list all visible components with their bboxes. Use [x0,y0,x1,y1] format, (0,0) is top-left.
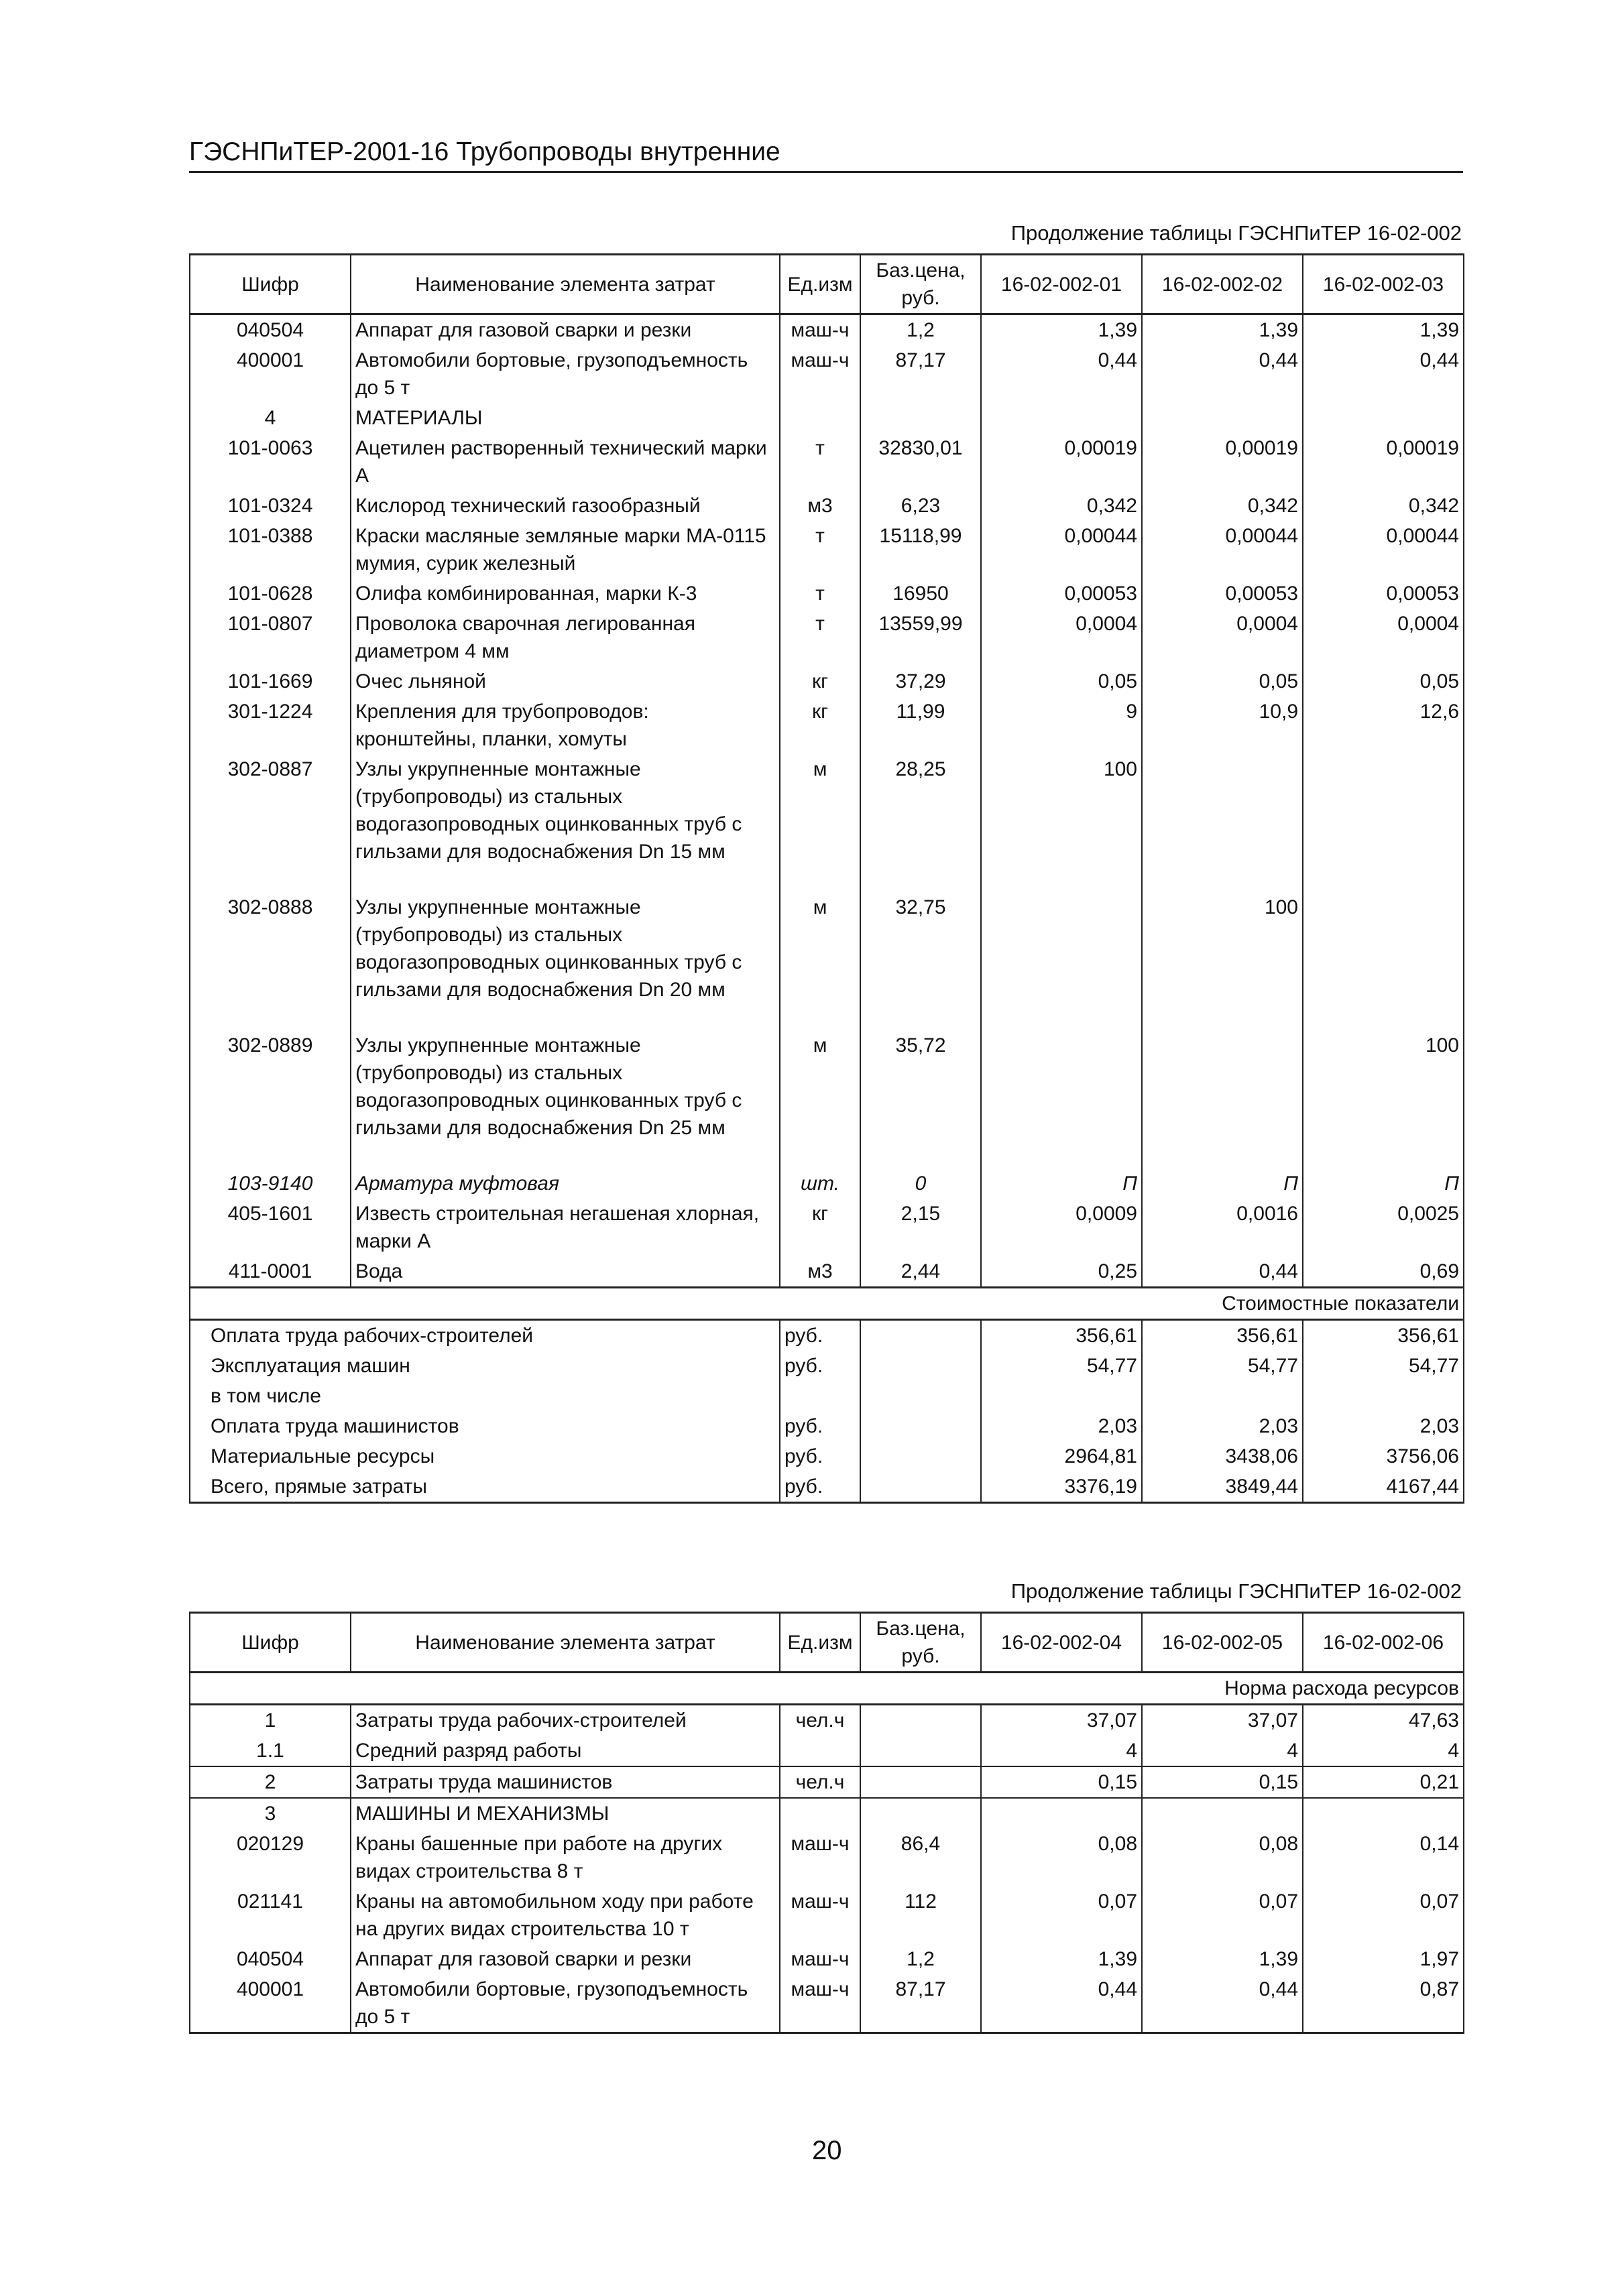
cost-value: 3849,44 [1142,1471,1303,1503]
table1-caption: Продолжение таблицы ГЭСНПиТЕР 16-02-002 [1010,221,1462,245]
column-header: 16-02-002-02 [1142,255,1303,314]
cell-name: Узлы укрупненные монтажные (трубопроводы) из стальных водогазопроводных оцинкованных труб с гильзами для водоснабжения Dn 25 мм [351,1030,780,1168]
cell-unit: маш-ч [780,1886,860,1944]
cell-code: 101-0388 [190,521,351,579]
cell-value: 0,08 [1142,1829,1303,1886]
cell-value: 0,342 [1142,491,1303,521]
cell-name: Очес льняной [351,666,780,697]
cell-unit: чел.ч [780,1705,860,1736]
cell-value: 0,0016 [1142,1199,1303,1256]
cell-value: 37,07 [1142,1705,1303,1736]
table-row [190,1798,1464,1829]
cell-price: 6,23 [860,491,981,521]
table1-header-row [190,255,1464,314]
cell-value: 0,14 [1303,1829,1464,1886]
cell-name: Олифа комбинированная, марки К-3 [351,579,780,609]
cell-value: 0,44 [981,1974,1142,2033]
cell-name: МАШИНЫ И МЕХАНИЗМЫ [351,1798,780,1829]
cell-unit: маш-ч [780,1829,860,1886]
cell-name: Краны башенные при работе на других видах строительства 8 т [351,1829,780,1886]
cell-unit [780,1798,860,1829]
cost-price-empty [860,1351,981,1381]
cell-value: 100 [1303,1030,1464,1168]
cell-value [1142,403,1303,433]
cell-unit: м3 [780,491,860,521]
cell-price: 32830,01 [860,433,981,491]
cell-value: 0,00044 [981,521,1142,579]
cell-value: 0,21 [1303,1766,1464,1798]
cost-row [190,1441,1464,1471]
cell-value [981,403,1142,433]
cell-value: 0,44 [981,345,1142,403]
cell-value [981,1030,1142,1168]
cost-value: 54,77 [1142,1351,1303,1381]
cell-code: 302-0887 [190,754,351,892]
cell-name: Аппарат для газовой сварки и резки [351,1944,780,1974]
table-row [190,609,1464,666]
cost-unit: руб. [780,1441,860,1471]
column-header: Шифр [190,1613,351,1673]
cell-code: 2 [190,1766,351,1798]
cost-unit: руб. [780,1320,860,1351]
table2-header-row [190,1613,1464,1673]
table-row [190,1199,1464,1256]
cell-value: 0,0004 [981,609,1142,666]
cell-code: 1 [190,1705,351,1736]
cell-value: 0,00019 [1142,433,1303,491]
cell-name: Узлы укрупненные монтажные (трубопроводы) из стальных водогазопроводных оцинкованных труб с гильзами для водоснабжения Dn 15 мм [351,754,780,892]
table-row [190,491,1464,521]
section-band-label: Норма расхода ресурсов [190,1673,1464,1705]
table-row [190,754,1464,892]
cell-value [1303,754,1464,892]
cost-name: в том числе [190,1381,780,1411]
cell-unit: м3 [780,1256,860,1288]
cell-value [1303,403,1464,433]
cost-value: 2,03 [981,1411,1142,1441]
table-row [190,1886,1464,1944]
cost-name: Эксплуатация машин [190,1351,780,1381]
cell-price [860,1766,981,1798]
cell-value [1142,1798,1303,1829]
cell-price: 11,99 [860,697,981,754]
table-row [190,666,1464,697]
cell-unit: маш-ч [780,314,860,346]
cell-name: МАТЕРИАЛЫ [351,403,780,433]
cost-value: 2,03 [1142,1411,1303,1441]
cell-name: Аппарат для газовой сварки и резки [351,314,780,346]
cell-code: 411-0001 [190,1256,351,1288]
table-row [190,403,1464,433]
cell-unit: т [780,609,860,666]
cell-value [1303,1798,1464,1829]
cell-unit: кг [780,666,860,697]
cell-value: 47,63 [1303,1705,1464,1736]
cell-code: 101-1669 [190,666,351,697]
cell-value [1303,892,1464,1030]
cell-name: Затраты труда рабочих-строителей [351,1705,780,1736]
cell-name: Автомобили бортовые, грузоподъемность до 5 т [351,345,780,403]
cell-name: Ацетилен растворенный технический марки А [351,433,780,491]
cell-price: 32,75 [860,892,981,1030]
cost-value: 356,61 [1142,1320,1303,1351]
cell-value: 100 [1142,892,1303,1030]
cell-unit: кг [780,697,860,754]
cell-name: Затраты труда машинистов [351,1766,780,1798]
cell-price: 2,15 [860,1199,981,1256]
cell-price: 28,25 [860,754,981,892]
cell-unit: маш-ч [780,345,860,403]
cell-value: 0,07 [981,1886,1142,1944]
table-row [190,521,1464,579]
table-row [190,697,1464,754]
cell-value: 1,97 [1303,1944,1464,1974]
cell-value: 0,05 [981,666,1142,697]
cell-value: 10,9 [1142,697,1303,754]
cell-value: 1,39 [1142,314,1303,346]
cell-value: 0,00019 [1303,433,1464,491]
column-header: Шифр [190,255,351,314]
table1 [189,253,1464,1504]
table-row [190,1829,1464,1886]
cell-code: 302-0889 [190,1030,351,1168]
cell-code: 1.1 [190,1736,351,1766]
cell-unit: шт. [780,1168,860,1199]
page-header: ГЭСНПиТЕР-2001-16 Трубопроводы внутренние [189,137,1463,173]
cost-value: 54,77 [1303,1351,1464,1381]
cell-value: 0,44 [1142,1974,1303,2033]
table-row [190,314,1464,346]
column-header: Баз.цена, руб. [860,1613,981,1673]
table-row [190,1168,1464,1199]
table-row [190,1944,1464,1974]
cell-value [981,1798,1142,1829]
cell-value: П [1303,1168,1464,1199]
cost-price-empty [860,1411,981,1441]
cell-price: 1,2 [860,1944,981,1974]
table-row [190,433,1464,491]
cell-value: 0,00053 [1142,579,1303,609]
cell-name: Краны на автомобильном ходу при работе на других видах строительства 10 т [351,1886,780,1944]
cell-name: Средний разряд работы [351,1736,780,1766]
cell-price: 35,72 [860,1030,981,1168]
cell-price: 87,17 [860,345,981,403]
cell-price: 86,4 [860,1829,981,1886]
cost-price-empty [860,1381,981,1411]
column-header: 16-02-002-05 [1142,1613,1303,1673]
cell-value: 100 [981,754,1142,892]
cell-value: 1,39 [1303,314,1464,346]
table-row [190,1766,1464,1798]
table2-body [190,1673,1464,2033]
cell-value: 0,00053 [1303,579,1464,609]
cell-unit: чел.ч [780,1766,860,1798]
cell-code: 040504 [190,1944,351,1974]
cell-price: 112 [860,1886,981,1944]
cost-value [1142,1381,1303,1411]
cost-value [1303,1381,1464,1411]
cell-value: 4 [1303,1736,1464,1766]
cost-name: Всего, прямые затраты [190,1471,780,1503]
cell-code: 301-1224 [190,697,351,754]
cell-value: 0,05 [1303,666,1464,697]
cell-price [860,1705,981,1736]
cell-value: 0,25 [981,1256,1142,1288]
cell-value: 0,0004 [1303,609,1464,666]
cell-value: П [1142,1168,1303,1199]
cell-price [860,1798,981,1829]
cell-value: 0,05 [1142,666,1303,697]
column-header: 16-02-002-04 [981,1613,1142,1673]
cost-price-empty [860,1441,981,1471]
cell-value: 9 [981,697,1142,754]
cell-value: П [981,1168,1142,1199]
cell-code: 101-0324 [190,491,351,521]
cost-row [190,1381,1464,1411]
cost-value: 54,77 [981,1351,1142,1381]
cell-unit: т [780,579,860,609]
cost-price-empty [860,1471,981,1503]
cell-code: 040504 [190,314,351,346]
cell-value: 0,69 [1303,1256,1464,1288]
table2 [189,1612,1464,2034]
cell-value: 0,15 [981,1766,1142,1798]
table-row [190,1705,1464,1736]
section-band-row [190,1288,1464,1320]
cell-code: 101-0628 [190,579,351,609]
cell-value: 0,08 [981,1829,1142,1886]
page-number: 20 [812,2136,842,2165]
cost-row [190,1320,1464,1351]
cell-price: 87,17 [860,1974,981,2033]
cell-value: 1,39 [981,1944,1142,1974]
cost-value: 2964,81 [981,1441,1142,1471]
cost-unit: руб. [780,1351,860,1381]
cell-code: 405-1601 [190,1199,351,1256]
cell-unit [780,403,860,433]
cost-unit [780,1381,860,1411]
cell-code: 103-9140 [190,1168,351,1199]
cell-value: 0,87 [1303,1974,1464,2033]
cell-price: 15118,99 [860,521,981,579]
table-row [190,892,1464,1030]
column-header: Наименование элемента затрат [351,1613,780,1673]
cell-price: 1,2 [860,314,981,346]
column-header: Ед.изм [780,255,860,314]
column-header: Баз.цена, руб. [860,255,981,314]
cost-value: 3438,06 [1142,1441,1303,1471]
table-row [190,1256,1464,1288]
cell-unit: м [780,892,860,1030]
cost-value: 356,61 [1303,1320,1464,1351]
cell-value: 0,0009 [981,1199,1142,1256]
cell-value: 0,44 [1142,345,1303,403]
cell-value: 4 [1142,1736,1303,1766]
cell-price [860,1736,981,1766]
cell-name: Кислород технический газообразный [351,491,780,521]
table-row [190,579,1464,609]
cell-value: 4 [981,1736,1142,1766]
cell-code: 400001 [190,1974,351,2033]
cell-value: 0,00044 [1142,521,1303,579]
cost-row [190,1471,1464,1503]
cost-unit: руб. [780,1471,860,1503]
cell-price: 2,44 [860,1256,981,1288]
cost-value: 2,03 [1303,1411,1464,1441]
cost-row [190,1411,1464,1441]
cell-price [860,403,981,433]
cost-value: 3756,06 [1303,1441,1464,1471]
cell-value: 0,0025 [1303,1199,1464,1256]
cell-unit: м [780,1030,860,1168]
cell-name: Проволока сварочная легированная диаметром 4 мм [351,609,780,666]
section-band-row [190,1673,1464,1705]
cost-name: Оплата труда рабочих-строителей [190,1320,780,1351]
cell-name: Узлы укрупненные монтажные (трубопроводы) из стальных водогазопроводных оцинкованных труб с гильзами для водоснабжения Dn 20 мм [351,892,780,1030]
cell-code: 101-0063 [190,433,351,491]
cell-value: 0,00019 [981,433,1142,491]
cell-value: 0,00053 [981,579,1142,609]
column-header: 16-02-002-06 [1303,1613,1464,1673]
cell-value: 0,342 [1303,491,1464,521]
cost-unit: руб. [780,1411,860,1441]
cell-value: 0,00044 [1303,521,1464,579]
cell-unit: маш-ч [780,1944,860,1974]
cost-name: Оплата труда машинистов [190,1411,780,1441]
table-row [190,1736,1464,1766]
cell-name: Автомобили бортовые, грузоподъемность до 5 т [351,1974,780,2033]
cell-value: 0,07 [1142,1886,1303,1944]
cell-value: 0,0004 [1142,609,1303,666]
cell-code: 101-0807 [190,609,351,666]
cell-value: 1,39 [981,314,1142,346]
cell-name: Краски масляные земляные марки МА-0115 мумия, сурик железный [351,521,780,579]
cell-code: 3 [190,1798,351,1829]
column-header: Ед.изм [780,1613,860,1673]
cell-unit: кг [780,1199,860,1256]
cell-value: 1,39 [1142,1944,1303,1974]
cell-value: 0,44 [1303,345,1464,403]
cell-value: 0,15 [1142,1766,1303,1798]
table2-caption: Продолжение таблицы ГЭСНПиТЕР 16-02-002 [1010,1579,1462,1603]
cell-value [981,892,1142,1030]
cost-value: 4167,44 [1303,1471,1464,1503]
cell-unit [780,1736,860,1766]
cost-value: 3376,19 [981,1471,1142,1503]
cell-name: Вода [351,1256,780,1288]
table-row [190,1030,1464,1168]
cell-price: 37,29 [860,666,981,697]
cell-value [1142,1030,1303,1168]
cell-value: 37,07 [981,1705,1142,1736]
table-row [190,1974,1464,2033]
cell-value: 12,6 [1303,697,1464,754]
cell-value: 0,342 [981,491,1142,521]
cell-unit: т [780,433,860,491]
cell-name: Известь строительная негашеная хлорная, марки А [351,1199,780,1256]
cell-code: 400001 [190,345,351,403]
cost-value: 356,61 [981,1320,1142,1351]
cell-code: 4 [190,403,351,433]
cell-price: 0 [860,1168,981,1199]
column-header: 16-02-002-01 [981,255,1142,314]
cell-name: Арматура муфтовая [351,1168,780,1199]
column-header: Наименование элемента затрат [351,255,780,314]
cost-row [190,1351,1464,1381]
section-band-label: Стоимостные показатели [190,1288,1464,1320]
cell-value: 0,07 [1303,1886,1464,1944]
table1-body [190,314,1464,1503]
cell-price: 13559,99 [860,609,981,666]
cell-price: 16950 [860,579,981,609]
table-row [190,345,1464,403]
cost-name: Материальные ресурсы [190,1441,780,1471]
cell-code: 021141 [190,1886,351,1944]
cell-code: 302-0888 [190,892,351,1030]
cell-value [1142,754,1303,892]
cell-value: 0,44 [1142,1256,1303,1288]
cost-value [981,1381,1142,1411]
cell-name: Крепления для трубопроводов: кронштейны, планки, хомуты [351,697,780,754]
cell-unit: т [780,521,860,579]
cell-unit: м [780,754,860,892]
column-header: 16-02-002-03 [1303,255,1464,314]
cell-unit: маш-ч [780,1974,860,2033]
cell-code: 020129 [190,1829,351,1886]
cost-price-empty [860,1320,981,1351]
